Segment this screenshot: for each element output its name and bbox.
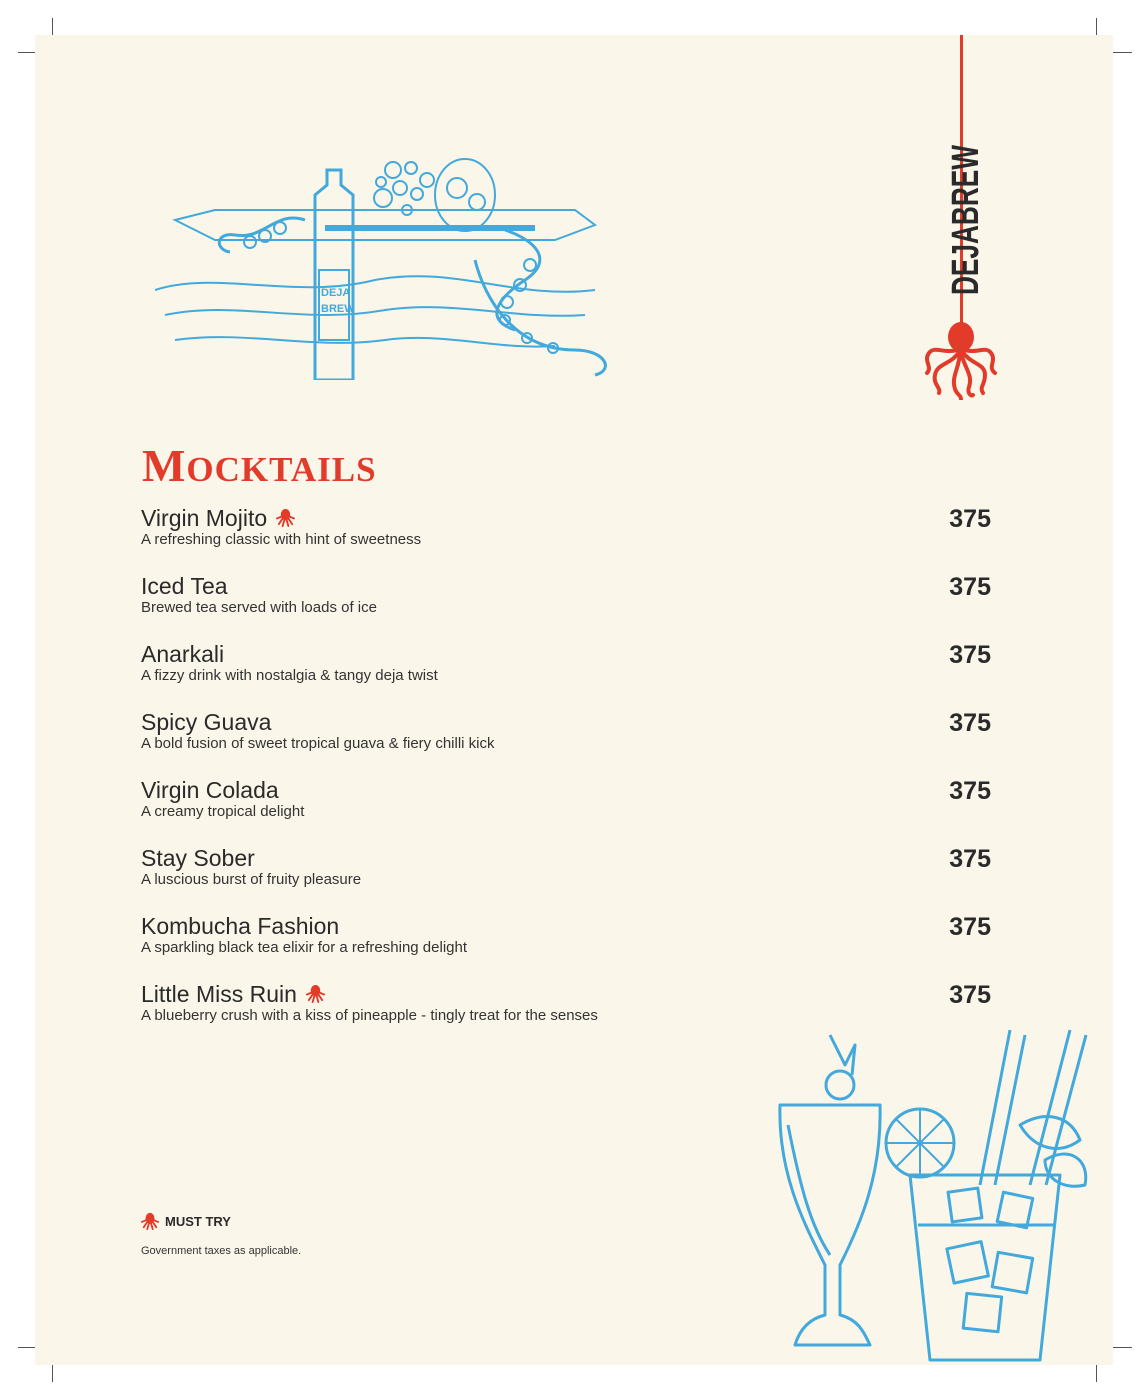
menu-item (141, 709, 1001, 769)
item-price: 375 (949, 913, 991, 941)
brand-logo (920, 145, 1004, 295)
item-name: Spicy Guava (141, 709, 272, 735)
item-name: Anarkali (141, 641, 225, 667)
item-description: A creamy tropical delight (141, 803, 305, 820)
menu-item (141, 505, 1001, 565)
octopus-icon (306, 984, 325, 1003)
section-title-cap: M (142, 440, 187, 491)
item-description: A fizzy drink with nostalgia & tangy deja twist (141, 667, 438, 684)
item-name: Iced Tea (141, 573, 228, 599)
menu-item (141, 845, 1001, 905)
item-price: 375 (949, 845, 991, 873)
section-title (142, 440, 377, 491)
brand-name: DEJABREW (945, 145, 987, 295)
octopus-icon (915, 315, 1005, 400)
item-description: A refreshing classic with hint of sweetness (141, 531, 422, 548)
item-price: 375 (949, 573, 991, 601)
item-description: A luscious burst of fruity pleasure (141, 871, 362, 888)
bottle-label-bottom: BREW (321, 303, 355, 315)
item-description: A sparkling black tea elixir for a refreshing delight (141, 939, 468, 956)
item-price: 375 (949, 777, 991, 805)
crop-mark (1112, 1347, 1132, 1348)
menu-page (35, 35, 1113, 1365)
item-name: Kombucha Fashion (141, 913, 340, 939)
crop-mark (1096, 1362, 1097, 1382)
item-price: 375 (949, 981, 991, 1009)
octopus-icon (141, 1212, 159, 1230)
item-name: Virgin Mojito (141, 505, 268, 531)
item-price: 375 (949, 641, 991, 669)
octopus-bottle-illustration (155, 150, 615, 380)
menu-item (141, 777, 1001, 837)
item-description: A blueberry crush with a kiss of pineapple - tingly treat for the senses (141, 1007, 598, 1024)
item-name: Virgin Colada (141, 777, 279, 803)
item-price: 375 (949, 505, 991, 533)
item-description: A bold fusion of sweet tropical guava & fiery chilli kick (141, 735, 495, 752)
must-try-label: MUST TRY (165, 1214, 231, 1229)
cocktail-glasses-illustration (770, 1025, 1113, 1365)
item-name: Stay Sober (141, 845, 255, 871)
menu-item (141, 573, 1001, 633)
menu-item (141, 641, 1001, 701)
bottle-label-top: DEJA (321, 287, 351, 299)
item-description: Brewed tea served with loads of ice (141, 599, 377, 616)
item-price: 375 (949, 709, 991, 737)
crop-mark (1112, 52, 1132, 53)
item-name: Little Miss Ruin (141, 981, 297, 1007)
tax-note: Government taxes as applicable. (141, 1245, 302, 1257)
crop-mark (52, 1362, 53, 1382)
octopus-icon (276, 508, 295, 527)
menu-item (141, 913, 1001, 973)
must-try-legend (141, 1212, 231, 1230)
section-title-rest: OCKTAILS (186, 450, 377, 489)
